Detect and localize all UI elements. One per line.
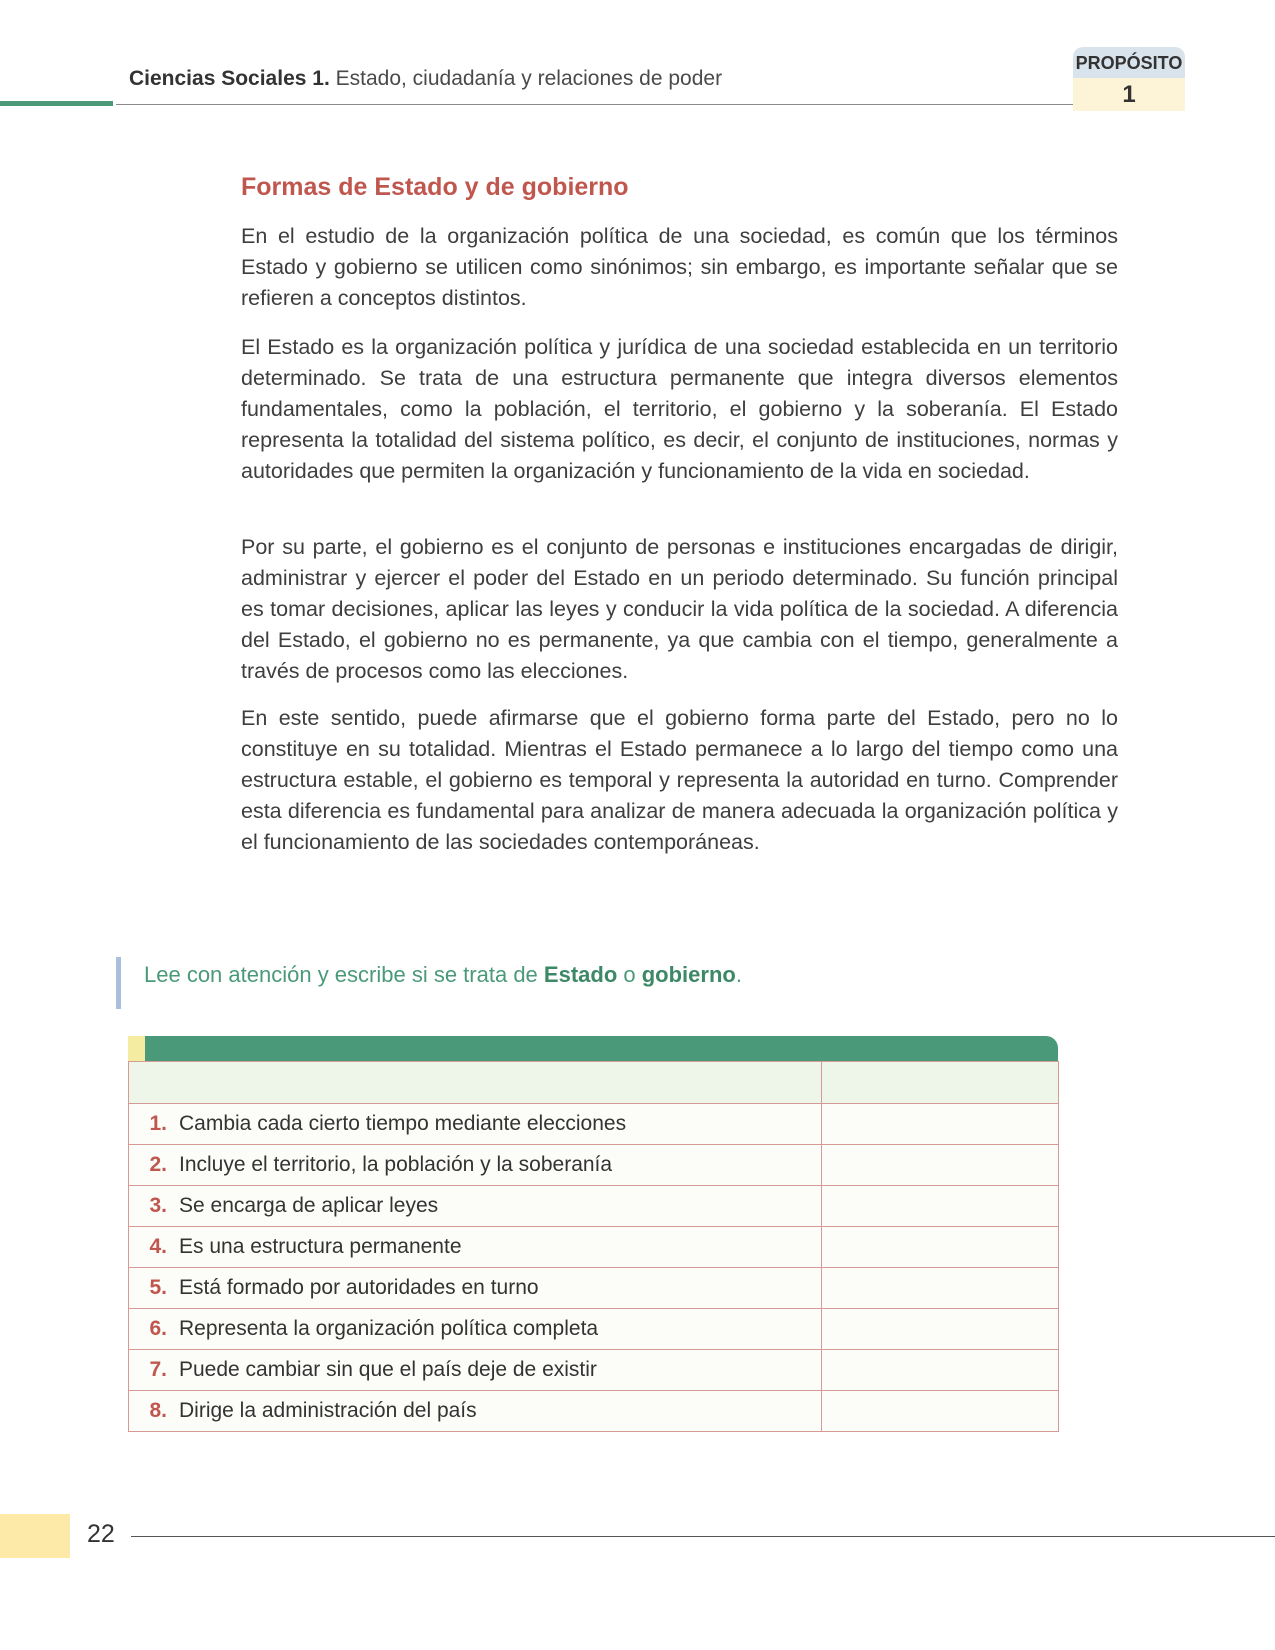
instruction-text: Lee con atención y escribe si se trata de: [144, 962, 544, 987]
table-row: [129, 1186, 1059, 1227]
statement-text: Está formado por autoridades en turno: [179, 1276, 539, 1299]
purpose-badge-number: 1: [1073, 78, 1185, 111]
paragraph-2: El Estado es la organización política y jurídica de una sociedad establecida en un territorio determinado. Se trata de una estructura permanente que integra diversos elementos fundamentales, como la población, el territorio, el gobierno y la soberanía. El Estado representa la totalidad del sistema político, es decir, el conjunto de instituciones, normas y autoridades que permiten la organización y funcionamiento de la vida en sociedad.: [241, 335, 1118, 483]
statement-cell: [129, 1186, 822, 1227]
statement-cell: [129, 1268, 822, 1309]
statement-cell: [129, 1104, 822, 1145]
paragraph-4: En este sentido, puede afirmarse que el gobierno forma parte del Estado, pero no lo constituye en su totalidad. Mientras el Estado permanece a lo largo del tiempo como una estructura estable, el gobierno es temporal y representa la autoridad en turno. Comprender esta diferencia es fundamental para analizar de manera adecuada la organización política y el funcionamiento de las sociedades contemporáneas.: [241, 706, 1118, 854]
statement-text: Es una estructura permanente: [179, 1235, 462, 1258]
answer-cell[interactable]: [822, 1104, 1059, 1145]
table-row: [129, 1227, 1059, 1268]
answer-cell[interactable]: [822, 1268, 1059, 1309]
statement-cell: [129, 1350, 822, 1391]
statement-text: Dirige la administración del país: [179, 1399, 477, 1422]
statement-cell: [129, 1309, 822, 1350]
table-header-corner: [128, 1036, 145, 1061]
footer-accent-box: [0, 1514, 70, 1558]
book-title-bold: Ciencias Sociales 1.: [129, 67, 330, 90]
answer-cell[interactable]: [822, 1309, 1059, 1350]
statement-cell: [129, 1391, 822, 1432]
row-number: 4.: [149, 1235, 167, 1258]
paragraph-3: Por su parte, el gobierno es el conjunto de personas e instituciones encargadas de dirigir, administrar y ejercer el poder del Estado en un periodo determinado. Su función principal es tomar decisiones, aplicar las leyes y conducir la vida política de la sociedad. A diferencia del Estado, el gobierno no es permanente, ya que cambia con el tiempo, generalmente a través de procesos como las elecciones.: [241, 535, 1118, 683]
table-row: [129, 1309, 1059, 1350]
answer-cell[interactable]: [822, 1350, 1059, 1391]
instruction-period: .: [735, 962, 742, 987]
table-header-strip: [128, 1036, 1058, 1061]
answer-cell[interactable]: [822, 1391, 1059, 1432]
statement-cell: [129, 1145, 822, 1186]
instruction-bar: [116, 957, 121, 1009]
row-number: 5.: [149, 1276, 167, 1299]
paragraph-1: En el estudio de la organización política de una sociedad, es común que los términos Estado y gobierno se utilicen como sinónimos; sin embargo, es importante señalar que se refieren a conceptos distintos.: [241, 224, 1118, 310]
table-row: [129, 1104, 1059, 1145]
statement-text: Puede cambiar sin que el país deje de existir: [179, 1358, 597, 1381]
header-accent-bar: [0, 101, 113, 106]
instruction-gobierno: gobierno: [641, 962, 736, 987]
activity-table: [128, 1061, 1059, 1432]
page-number: 22: [87, 1520, 115, 1548]
footer-rule: [131, 1536, 1275, 1537]
statement-text: Incluye el territorio, la población y la soberanía: [179, 1153, 613, 1176]
subheader-answer-cell: [822, 1062, 1059, 1104]
book-title-rest: Estado, ciudadanía y relaciones de poder: [329, 67, 723, 90]
header-rule: [116, 104, 1074, 105]
row-number: 3.: [149, 1194, 167, 1217]
activity-instruction: [144, 962, 742, 988]
statement-text: Representa la organización política completa: [179, 1317, 599, 1340]
table-subheader-row: [129, 1062, 1059, 1104]
answer-cell[interactable]: [822, 1145, 1059, 1186]
purpose-badge: [1073, 47, 1185, 111]
table-row: [129, 1350, 1059, 1391]
answer-cell[interactable]: [822, 1186, 1059, 1227]
section-title: Formas de Estado y de gobierno: [241, 173, 629, 201]
purpose-badge-label: PROPÓSITO: [1073, 47, 1185, 78]
statement-text: Cambia cada cierto tiempo mediante elecciones: [179, 1112, 627, 1135]
row-number: 1.: [149, 1112, 167, 1135]
table-row: [129, 1391, 1059, 1432]
answer-cell[interactable]: [822, 1227, 1059, 1268]
statement-cell: [129, 1227, 822, 1268]
row-number: 6.: [149, 1317, 167, 1340]
table-row: [129, 1268, 1059, 1309]
row-number: 2.: [149, 1153, 167, 1176]
book-title: [129, 67, 722, 91]
instruction-or: o: [617, 962, 642, 987]
row-number: 7.: [149, 1358, 167, 1381]
row-number: 8.: [149, 1399, 167, 1422]
table-row: [129, 1145, 1059, 1186]
statement-text: Se encarga de aplicar leyes: [179, 1194, 439, 1217]
instruction-estado: Estado: [543, 962, 618, 987]
subheader-statement-cell: [129, 1062, 822, 1104]
